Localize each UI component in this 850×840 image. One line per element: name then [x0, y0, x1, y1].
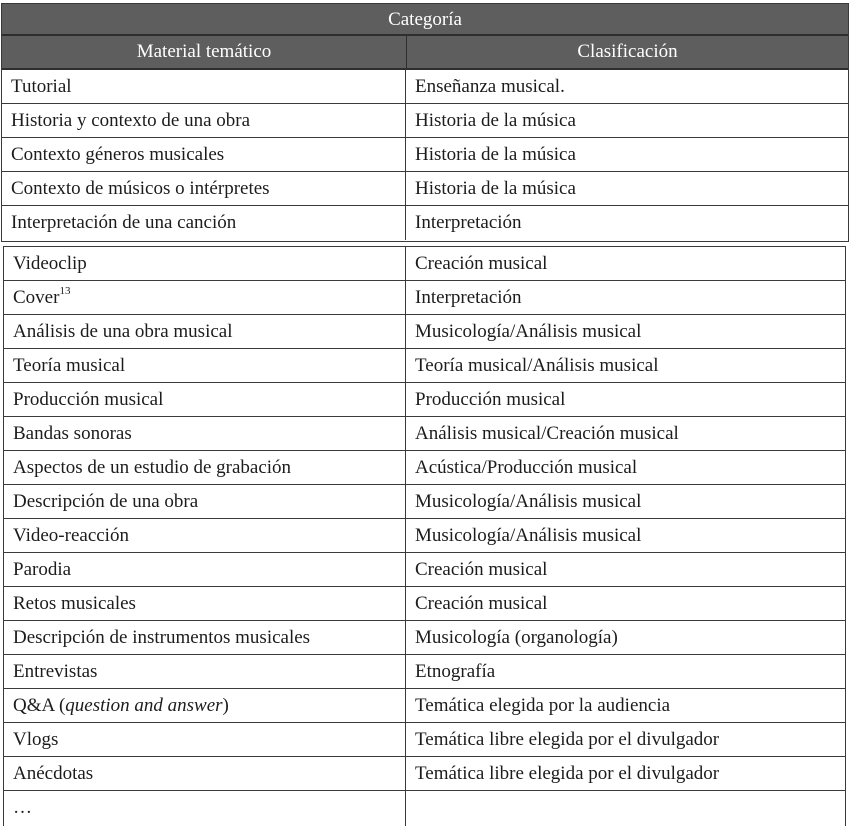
material-cell: … [4, 791, 406, 826]
table-row [4, 757, 845, 791]
clasificacion-cell: Historia de la música [415, 144, 576, 165]
clasificacion-cell [406, 791, 845, 826]
material-cell: Q&A (question and answer) [4, 689, 406, 722]
clasificacion-cell: Interpretación [415, 212, 522, 233]
clasificacion-cell: Producción musical [415, 389, 566, 410]
clasificacion-cell: Musicología/Análisis musical [415, 525, 642, 546]
material-cell: Interpretación de una canción [2, 206, 406, 240]
material-cell: Parodia [4, 553, 406, 586]
material-cell: Análisis de una obra musical [4, 315, 406, 348]
table-row [4, 451, 845, 485]
table-row [4, 621, 845, 655]
material-cell: Historia y contexto de una obra [2, 104, 406, 137]
material-text: Cover [13, 287, 60, 308]
material-cell: Producción musical [4, 383, 406, 416]
material-cell: Contexto géneros musicales [2, 138, 406, 171]
material-cell: Entrevistas [4, 655, 406, 688]
material-cell: Teoría musical [4, 349, 406, 382]
material-cell: Video-reacción [4, 519, 406, 552]
table-row [4, 655, 845, 689]
category-header: Categoría [2, 4, 848, 36]
clasificacion-cell: Creación musical [415, 559, 548, 580]
material-cell [4, 281, 406, 314]
clasificacion-cell: Creación musical [415, 593, 548, 614]
material-cell: Tutorial [2, 70, 406, 103]
material-cell: Anécdotas [4, 757, 406, 790]
material-cell: Descripción de una obra [4, 485, 406, 518]
clasificacion-cell: Enseñanza musical. [415, 76, 565, 97]
clasificacion-cell: Teoría musical/Análisis musical [415, 355, 659, 376]
material-cell: Contexto de músicos o intérpretes [2, 172, 406, 205]
table-row [4, 349, 845, 383]
table-row [2, 138, 848, 172]
clasificacion-cell: Temática libre elegida por el divulgador [415, 763, 720, 784]
table-row [4, 519, 845, 553]
material-cell: Aspectos de un estudio de grabación [4, 451, 406, 484]
table-row [2, 70, 848, 104]
clasificacion-cell: Musicología/Análisis musical [415, 491, 642, 512]
material-cell: Descripción de instrumentos musicales [4, 621, 406, 654]
material-italic-text: question and answer [65, 695, 223, 716]
table-row [2, 172, 848, 206]
table-row [4, 281, 845, 315]
table-row [4, 723, 845, 757]
clasificacion-cell: Creación musical [415, 253, 548, 274]
column-header-material: Material temático [2, 36, 407, 68]
table-row [4, 587, 845, 621]
material-cell: Videoclip [4, 247, 406, 280]
table-row [2, 206, 848, 240]
footnote-marker: 13 [59, 284, 71, 297]
clasificacion-cell: Musicología (organología) [415, 627, 618, 648]
clasificacion-cell: Temática elegida por la audiencia [415, 695, 671, 716]
material-cell: Retos musicales [4, 587, 406, 620]
table-row [4, 553, 845, 587]
table-row [4, 383, 845, 417]
table-bottom-block [3, 246, 846, 826]
clasificacion-cell: Historia de la música [415, 110, 576, 131]
table-row [4, 791, 845, 826]
clasificacion-cell: Acústica/Producción musical [415, 457, 638, 478]
table-row [4, 689, 845, 723]
table-row [4, 315, 845, 349]
material-cell: Vlogs [4, 723, 406, 756]
table-row [4, 485, 845, 519]
table-top-block [1, 3, 849, 242]
clasificacion-cell: Etnografía [415, 661, 496, 682]
column-headers [2, 36, 848, 70]
clasificacion-cell: Análisis musical/Creación musical [415, 423, 679, 444]
clasificacion-cell: Interpretación [415, 287, 522, 308]
clasificacion-cell: Musicología/Análisis musical [415, 321, 642, 342]
table-row [4, 247, 845, 281]
table-row [4, 417, 845, 451]
table-row [2, 104, 848, 138]
column-header-clasificacion: Clasificación [577, 41, 678, 62]
clasificacion-cell: Temática libre elegida por el divulgador [415, 729, 720, 750]
material-text: Q&A [13, 695, 55, 716]
clasificacion-cell: Historia de la música [415, 178, 576, 199]
material-cell: Bandas sonoras [4, 417, 406, 450]
